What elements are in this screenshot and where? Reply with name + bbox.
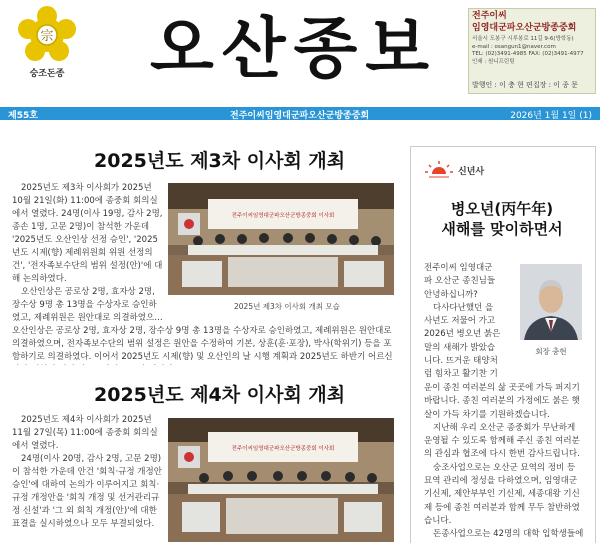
logo-character: 宗 (40, 29, 54, 44)
publisher-name-line1: 전주이씨 (472, 11, 507, 21)
sidebar-body (424, 382, 584, 542)
intro-line: 니다. 뜨거운 태양처 (424, 356, 498, 367)
article1-body-b (12, 325, 396, 365)
sidebar-paragraph: 숭조사업으로는 오산군 묘역의 정비 등 묘역 관리에 정성을 다하였으며, 임영대군 기신제, 제안부부인 기신제, 세종대왕 기신제 등에 종친 여러분과 함께 무두 참반하였습니다. (424, 462, 580, 526)
publisher-address (472, 36, 592, 66)
intro-line: 2026년 병오년 붉은 (424, 329, 501, 340)
svg-text:전주이씨임영대군파오산군방종중회 이사회: 전주이씨임영대군파오산군방종중회 이사회 (231, 213, 335, 219)
article2-headline: 2025년도 제4차 이사회 개최 (94, 384, 346, 406)
intro-line: 다사다난했던 을 (433, 302, 494, 313)
issue-date: 2026년 1월 1일 (1) (510, 111, 592, 121)
sidebar-title-line1: 병오년(丙午年) (450, 200, 554, 218)
sidebar-paragraph: 운이 종친 여러분의 삶 곳곳에 가득 퍼지기 바랍니다. 종친 여러분의 가정에도 붉은 햇살이 가득 차기를 기원하겠습니다. (424, 383, 580, 420)
portrait-caption: 회장 충현 (535, 347, 567, 356)
clan-logo-emblem (18, 6, 76, 64)
phone-line: TEL: (02)3491-4985 FAX: (02)3491-4977 (472, 51, 584, 58)
article1-body-a (12, 286, 164, 325)
printer-line: 인쇄 : 원니프린팅 (472, 58, 515, 65)
article1-paragraph: 2025년도 제3차 이사회가 2025년 10월 21일(화) 11:00에 종중회 회의실에서 열렸다. 24명(이사 19명, 감사 2명, 종손 1명, 고문 2명)이 참석한 가운데 '2025년도 오산인상 선정 승인', '2025년도 시제(향) 제례위원회 위원 선정의 건', '전자족보수단의 범위 설정(안)'에 대해 논의하였다. (12, 183, 163, 284)
article2-body (12, 414, 164, 542)
intro-line: 전주이씨 임영대군 (424, 263, 493, 273)
svg-text:전주이씨임영대군파오산군방종중회 이사회: 전주이씨임영대군파오산군방종중회 이사회 (231, 446, 335, 452)
article1-headline: 2025년도 제3차 이사회 개최 (94, 150, 346, 172)
article2-paragraph: 24명(이사 20명, 감사 2명, 고문 2명)이 참석한 가운데 안건 '회칙·규정 개정안 승인'에 대하여 논의가 이루어지고 회칙·규정 개정안을 '회칙 개정 및 선거관리규정 신설'과 '그 외 회칙 개정(안)'에 대한 표결을 실시하였으나 모두 부결되었다. (12, 454, 162, 529)
intro-line: 말의 새해가 밝았습 (424, 342, 496, 353)
article1-photo-caption: 2025년 제3차 이사회 개최 모습 (234, 302, 340, 311)
issue-org: 전주이씨임영대군파오산군방종중회 (230, 111, 370, 121)
article1-photo (168, 183, 394, 295)
intro-line: 럼 힘차고 활기찬 기 (424, 369, 498, 380)
article1-intro (12, 182, 164, 286)
article2-paragraph: 2025년도 제4차 이사회가 2025년 11월 27일(목) 11:00에 종중회 회의실에서 열렸다. (12, 415, 158, 451)
address-line: 서울시 도봉구 시루봉로 11길 9-6(방학동) (472, 36, 574, 42)
article1-paragraph: 오산인상은 공로상 2명, 효자상 2명, 장수상 9명 총 13명을 수상자로 승인하였고, 제례위원은 원안대로 의결하였으 (12, 287, 157, 323)
logo-caption: 숭조돈종 (29, 69, 65, 79)
chairman-portrait (520, 264, 582, 340)
sidebar-label: 신년사 (458, 167, 485, 177)
sidebar-title-line2: 새해를 맞이하면서 (441, 220, 563, 238)
publisher-name (472, 10, 592, 34)
sunrise-icon (424, 160, 454, 180)
article2-photo (168, 418, 394, 542)
email-line: e-mail : osangun1@naver.com (472, 43, 556, 50)
issue-number: 제55호 (8, 111, 38, 121)
intro-line: 파 오산군 종친님들 (424, 276, 496, 287)
publisher-name-line2: 임영대군파오산군방종중회 (472, 23, 577, 33)
issue-bar (0, 107, 600, 120)
sidebar-paragraph: 돈종사업으로는 42명의 대학 입학생들에 (433, 529, 584, 540)
newspaper-title: 오산종보 (150, 9, 438, 87)
sidebar-intro (424, 262, 518, 382)
sidebar-paragraph: 지난해 우리 오산군 종중회가 무난하게 운영될 수 있도록 함께해 주신 종친 여러분의 관심과 협조에 다시 한번 감사드립니다. (424, 422, 580, 460)
intro-line: 사년도 저물어 가고 (424, 316, 496, 327)
article1-paragraph-continued: 오산인상은 공로상 2명, 효자상 2명, 장수상 9명 총 13명을 수상자로 승인하였고, 제례위원은 원안대로 의결하였으며, 전자족보수단의 범위 설정은 원안을 수정하여 기본, 상훈(훈·포장), 박사(학위기) 등을 포함하기로 의결하였다. 이어서 2025년도 시제(향) 및 오산인의 날 시행 계획과 2025년도 하반기 어르신 (12, 326, 393, 362)
intro-line: 안녕하십니까? (424, 289, 478, 300)
publisher-editor: 발행인 : 이 충 현 편집장 : 이 종 문 (472, 81, 578, 89)
